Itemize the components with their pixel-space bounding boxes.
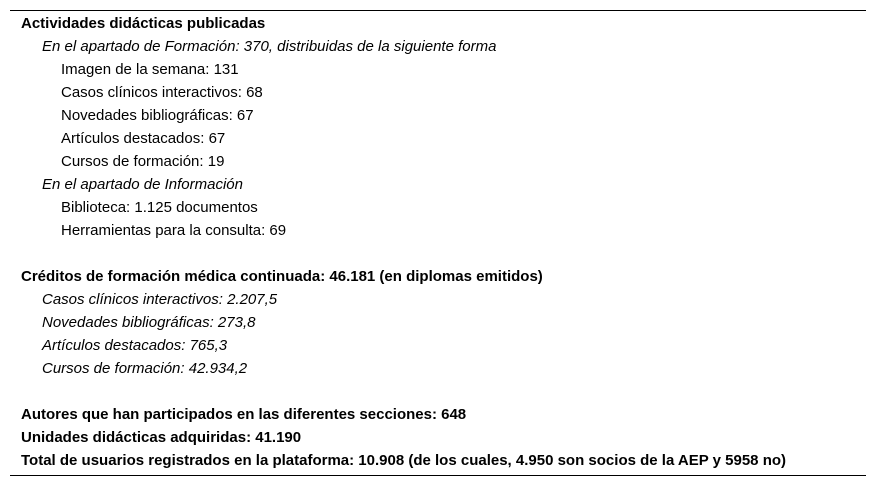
activities-heading: Actividades didácticas publicadas bbox=[21, 15, 266, 32]
informacion-label: En el apartado de Información bbox=[42, 176, 243, 193]
formacion-item: Imagen de la semana: 131 bbox=[61, 61, 239, 78]
credits-item: Artículos destacados: 765,3 bbox=[42, 337, 228, 354]
credits-item: Novedades bibliográficas: 273,8 bbox=[42, 314, 256, 331]
informacion-item: Herramientas para la consulta: 69 bbox=[61, 222, 287, 239]
formacion-label: En el apartado de Formación: 370, distribuidas de la siguiente forma bbox=[42, 38, 497, 55]
formacion-item: Novedades bibliográficas: 67 bbox=[61, 107, 254, 124]
formacion-item: Artículos destacados: 67 bbox=[61, 130, 226, 147]
units-acquired: Unidades didácticas adquiridas: 41.190 bbox=[21, 429, 302, 446]
formacion-item: Casos clínicos interactivos: 68 bbox=[61, 84, 263, 101]
credits-item: Casos clínicos interactivos: 2.207,5 bbox=[42, 291, 278, 308]
formacion-item: Cursos de formación: 19 bbox=[61, 153, 225, 170]
credits-item: Cursos de formación: 42.934,2 bbox=[42, 360, 248, 377]
credits-heading: Créditos de formación médica continuada: 46.181 (en diplomas emitidos) bbox=[21, 268, 543, 285]
informacion-item: Biblioteca: 1.125 documentos bbox=[61, 199, 258, 216]
total-users: Total de usuarios registrados en la plataforma: 10.908 (de los cuales, 4.950 son socios de la AEP y 5958 no) bbox=[21, 452, 787, 469]
summary-table bbox=[10, 10, 866, 476]
authors-count: Autores que han participados en las diferentes secciones: 648 bbox=[21, 406, 467, 423]
